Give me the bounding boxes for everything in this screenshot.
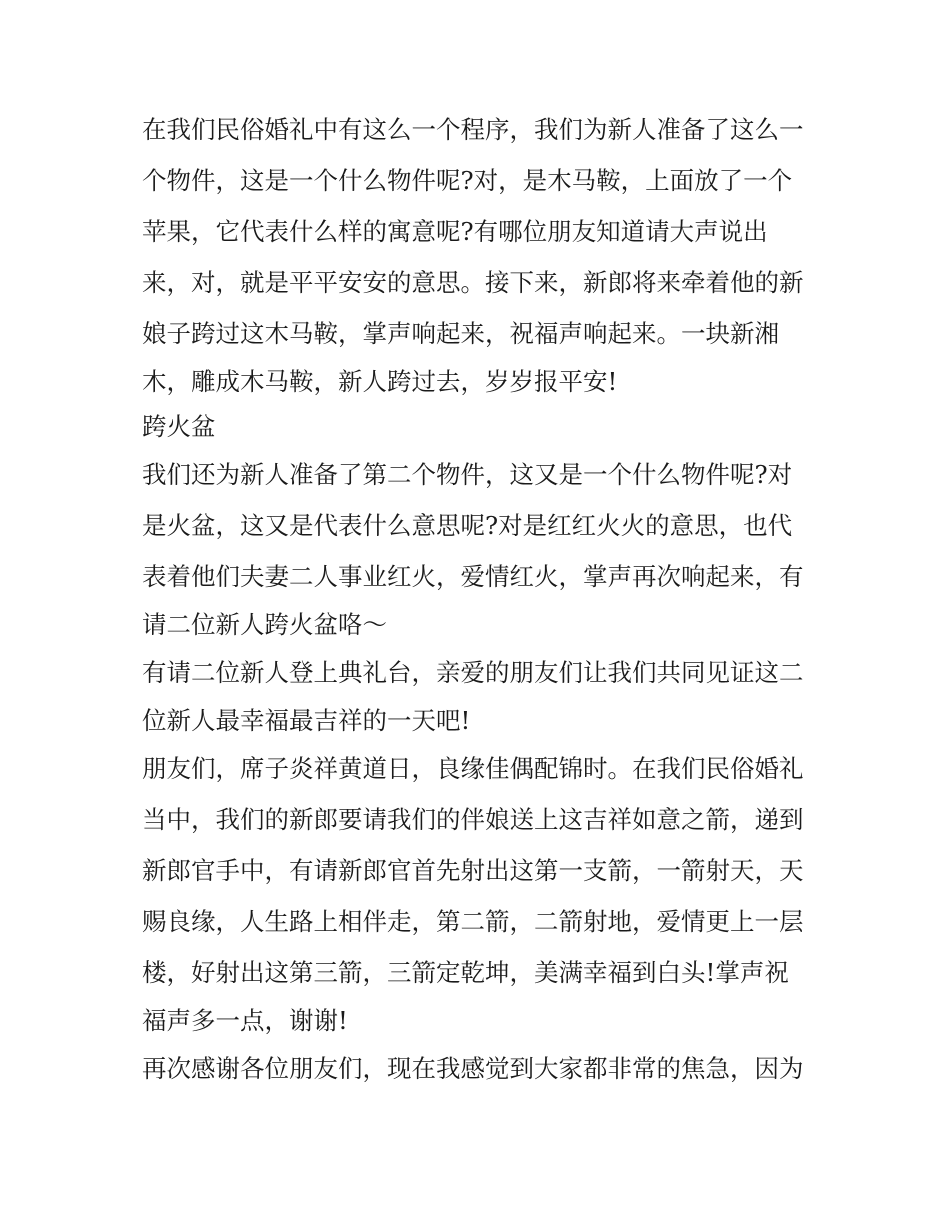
text-line: 娘子跨过这木马鞍，掌声响起来，祝福声响起来。一块新湘 <box>142 319 779 348</box>
text-line: 有请二位新人登上典礼台，亲爱的朋友们让我们共同见证这二 <box>142 658 804 687</box>
text-line: 朋友们，席子炎祥黄道日，良缘佳偶配锦时。在我们民俗婚礼 <box>142 754 804 783</box>
text-line: 是火盆，这又是代表什么意思呢?对是红红火火的意思，也代 <box>142 511 793 540</box>
text-line: 我们还为新人准备了第二个物件，这又是一个什么物件呢?对 <box>142 460 793 489</box>
text-line: 楼，好射出这第三箭，三箭定乾坤，美满幸福到白头!掌声祝 <box>142 958 789 987</box>
section-heading: 跨火盆 <box>142 412 216 441</box>
text-line: 木，雕成木马鞍，新人跨过去，岁岁报平安! <box>142 367 618 396</box>
text-line: 个物件，这是一个什么物件呢?对，是木马鞍，上面放了一个 <box>142 166 793 195</box>
text-line: 在我们民俗婚礼中有这么一个程序，我们为新人准备了这么一 <box>142 115 804 144</box>
text-line: 再次感谢各位朋友们，现在我感觉到大家都非常的焦急，因为 <box>142 1054 804 1083</box>
text-line: 请二位新人跨火盆咯～ <box>142 610 387 639</box>
text-line: 苹果，它代表什么样的寓意呢?有哪位朋友知道请大声说出 <box>142 217 768 246</box>
document-body <box>142 104 822 1094</box>
text-line: 福声多一点，谢谢! <box>142 1006 348 1035</box>
text-line: 赐良缘，人生路上相伴走，第二箭，二箭射地，爱情更上一层 <box>142 907 804 936</box>
text-line: 表着他们夫妻二人事业红火，爱情红火，掌声再次响起来，有 <box>142 562 804 591</box>
text-line: 位新人最幸福最吉祥的一天吧! <box>142 706 471 735</box>
text-line: 来，对，就是平平安安的意思。接下来，新郎将来牵着他的新 <box>142 268 804 297</box>
text-line: 新郎官手中，有请新郎官首先射出这第一支箭，一箭射天，天 <box>142 856 804 885</box>
text-line: 当中，我们的新郎要请我们的伴娘送上这吉祥如意之箭，递到 <box>142 805 804 834</box>
